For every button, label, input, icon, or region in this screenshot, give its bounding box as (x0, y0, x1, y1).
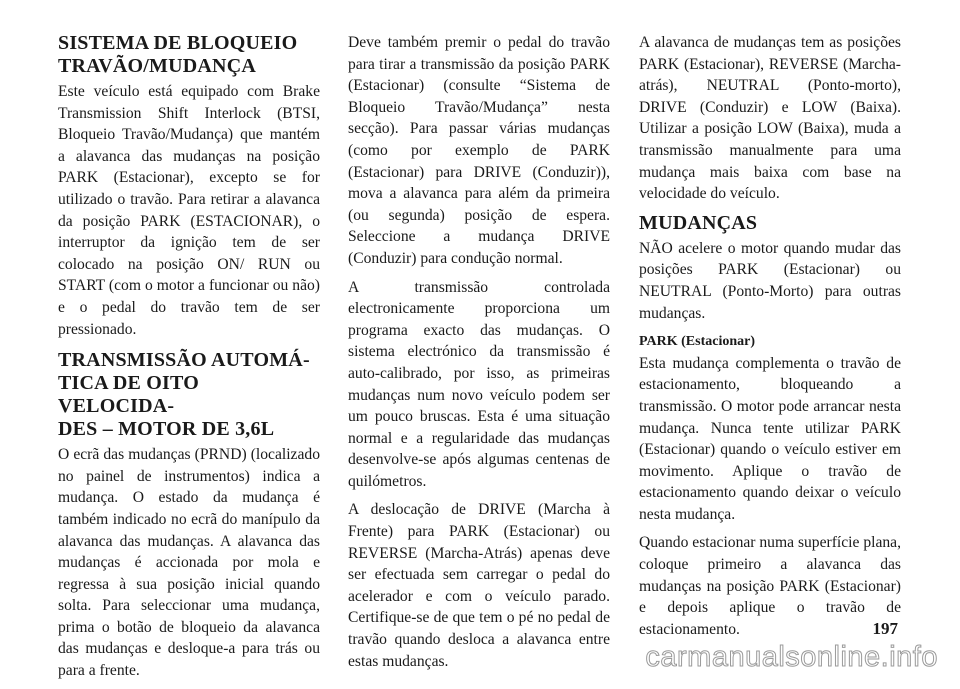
section-heading-brake-shift-interlock: SISTEMA DE BLOQUEIO TRAVÃO/MUDANÇA (58, 32, 298, 77)
paragraph-do-not-race-engine: NÃO acelere o motor quando mudar das posições PARK (Estacionar) ou NEUTRAL (Ponto-Morto) para outras mudanças. (639, 239, 901, 322)
watermark: carmanualsonline.info (645, 641, 938, 673)
subheading-park: PARK (Estacionar) (639, 334, 755, 350)
paragraph-gear-positions: A alavanca de mudanças tem as posições PARK (Estacionar), REVERSE (Marcha-atrás), NEUTRAL (Ponto-morto), DRIVE (Conduzir) e LOW (Baixa). Utilizar a posição LOW (Baixa), muda a transmissão manualmente para uma mudança mais baixa com base na velocidade do veículo. (639, 34, 901, 203)
paragraph-level-surface: Quando estacionar numa superfície plana, coloque primeiro a alavanca das mudanças na posição PARK (Estacionar) e depois aplique o travão de estacionamento. (639, 534, 901, 638)
paragraph-prnd-display: O ecrã das mudanças (PRND) (localizado no painel de instrumentos) indica a mudança. O estado da mudança é também indicado no ecrã do manípulo da alavanca das mudanças. A alavanca das mudanças é accionada por mola e regressa à sua posição inicial quando solta. Para seleccionar uma mudança, prima o botão de bloqueio da alavanca das mudanças e desloque-a para trás ou para a frente. (58, 446, 320, 680)
section-heading-automatic-transmission: TRANSMISSÃO AUTOMÁ- TICA DE OITO VELOCIDA- DES – MOTOR DE 3,6L (58, 349, 310, 441)
column-middle (348, 32, 610, 679)
paragraph-btsi: Este veículo está equipado com Brake Transmission Shift Interlock (BTSI, Bloqueio Travão/Mudança) que mantém a alavanca das mudanças na posição PARK (Estacionar), excepto se for utilizado o travão. Para retirar a alavanca da posição PARK (ESTACIONAR), o interruptor da ignição tem de ser colocado na posição ON/ RUN ou START (com o motor a funcionar ou não) e o pedal do travão tem de ser pressionado. (58, 83, 320, 338)
paragraph-drive-to-park: A deslocação de DRIVE (Marcha à Frente) para PARK (Estacionar) ou REVERSE (Marcha-Atrás) apenas deve ser efectuada sem carregar o pedal do acelerador e com o veículo parado. Certifique-se de que tem o pé no pedal de travão quando desloca a alavanca entre estas mudanças. (348, 501, 610, 670)
column-right (639, 32, 901, 647)
paragraph-brake-pedal: Deve também premir o pedal do travão para tirar a transmissão da posição PARK (Estacionar) (consulte “Sistema de Bloqueio Travão/Mudança” nesta secção). Para passar várias mudanças (como por exemplo de PARK (Estacionar) para DRIVE (Conduzir)), mova a alavanca para além da primeira (ou segunda) posição de espera. Seleccione a mudança DRIVE (Conduzir) para condução normal. (348, 34, 610, 267)
column-left (58, 32, 320, 689)
paragraph-electronic-control: A transmissão controlada electronicamente proporciona um programa exacto das mudanças. O sistema electrónico da transmissão é auto-calibrado, por isso, as primeiras mudanças num novo veículo podem ser um pouco bruscas. Esta é uma situação normal e a regularidade das mudanças desenvolve-se após algumas centenas de quilómetros. (348, 278, 610, 490)
page-number: 197 (872, 619, 898, 638)
paragraph-park-description: Esta mudança complementa o travão de estacionamento, bloqueando a transmissão. O motor pode arrancar nesta mudança. Nunca tente utilizar PARK (Estacionar) quando o veículo estiver em movimento. Aplique o travão de estacionamento quando deixar o veículo nesta mudança. (639, 354, 901, 523)
section-heading-gear-ranges: MUDANÇAS (639, 211, 758, 234)
